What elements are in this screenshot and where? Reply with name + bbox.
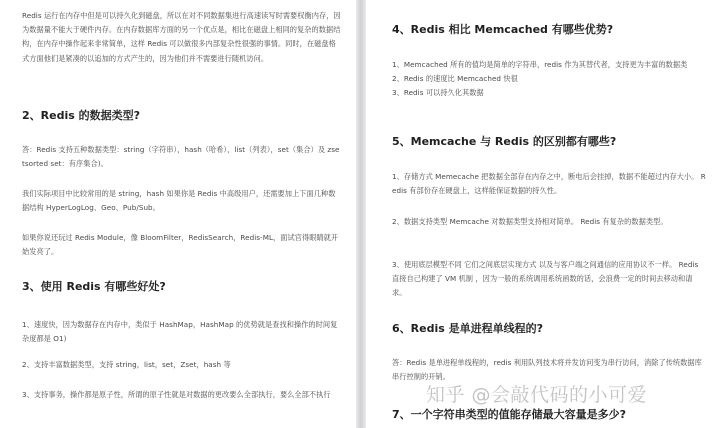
paragraph-benefit-transactions: 3、支持事务，操作都是原子性，所谓的原子性就是对数据的更改要么全部执行，要么全部不执行 [22, 390, 331, 399]
heading-max-string-size: 7、一个字符串类型的值能存储最大容量是多少? [392, 408, 627, 421]
right-document-page [366, 0, 720, 428]
paragraph-benefit-types: 2、支持丰富数据类型，支持 string，list，set，Zset，hash 等 [22, 360, 231, 369]
paragraph-intro: Redis 运行在内存中但是可以持久化到磁盘，所以在对不同数据集进行高速读写时需要权衡内存，因为数据量不能大于硬件内存。在内存数据库方面的另一个优点是，相比在磁盘上相同的复杂的数据结构，在内存中操作起来非常简单，这样 Redis 可以做很多内部复杂性很强的事情。同时，在磁盘格式方面他们是紧凑的以追加的方式产生的，因为他们并不需要进行随机访问。 [22, 11, 341, 63]
left-document-page [0, 0, 356, 428]
paragraph-diff-model: 3、使用底层模型不同 它们之间底层实现方式 以及与客户端之间通信的应用协议不一样。 Redis 直接自己构建了 VM 机制 ，因为一般的系统调用系统函数的话，会浪费一定的时间去移动和请求。 [392, 260, 699, 298]
paragraph-diff-storage: 1、存储方式 Memecache 把数据全部存在内存之中，断电后会挂掉，数据不能超过内存大小。 Redis 有部份存在硬盘上，这样能保证数据的持久性。 [392, 172, 706, 196]
paragraph-advantages: 1、Memcached 所有的值均是简单的字符串，redis 作为其替代者，支持更为丰富的数据类 2、Redis 的速度比 Memcached 快很 3、Redis 可以持久化其数据 [392, 60, 688, 98]
paragraph-single-thread: 答：Redis 是单进程单线程的，redis 利用队列技术将并发访问变为串行访问，消除了传统数据库串行控制的开销。 [392, 358, 702, 382]
heading-benefits: 3、使用 Redis 有哪些好处? [22, 280, 166, 293]
heading-vs-memcached: 4、Redis 相比 Memcached 有哪些优势? [392, 23, 614, 36]
paragraph-diff-types: 2、数据支持类型 Memcache 对数据类型支持相对简单。 Redis 有复杂的数据类型。 [392, 217, 668, 226]
page-gutter [356, 0, 366, 428]
paragraph-benefit-speed: 1、速度快，因为数据存在内存中，类似于 HashMap，HashMap 的优势就是查找和操作的时间复杂度都是 O1) [22, 320, 338, 344]
paragraph-modules: 如果你说还玩过 Redis Module，像 BloomFilter，RedisSearch，Redis-ML，面试官得眼睛就开始发亮了。 [22, 233, 339, 257]
heading-single-thread: 6、Redis 是单进程单线程的? [392, 322, 543, 335]
paragraph-project-usage: 我们实际项目中比较常用的是 string，hash 如果你是 Redis 中高级用户，还需要加上下面几种数据结构 HyperLogLog、Geo、Pub/Sub。 [22, 189, 336, 213]
watermark: 知乎 @会敲代码的小可爱 [426, 384, 648, 406]
paragraph-data-types: 答：Redis 支持五种数据类型：string（字符串），hash（哈希），list（列表），set（集合）及 zsetsorted set：有序集合)。 [22, 145, 340, 169]
heading-differences: 5、Memcache 与 Redis 的区别都有哪些? [392, 135, 617, 148]
heading-data-types: 2、Redis 的数据类型? [22, 109, 140, 122]
